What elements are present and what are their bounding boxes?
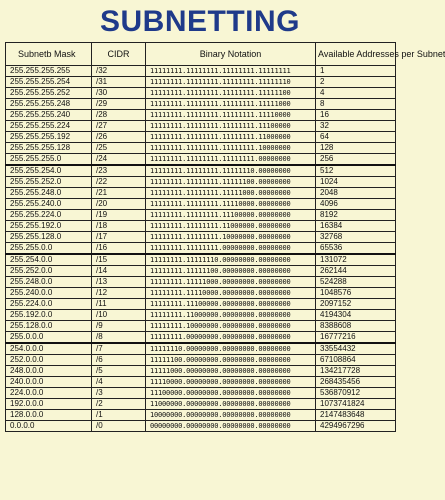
subnet-mask-cell: 255.240.0.0 [6,288,92,299]
binary-notation-cell: 11111111.11111110.00000000.00000000 [146,254,316,266]
table-row [6,277,396,288]
binary-notation-cell: 11111111.11000000.00000000.00000000 [146,310,316,321]
available-addresses-cell: 32768 [316,232,396,243]
subnet-mask-cell: 252.0.0.0 [6,355,92,366]
cidr-cell: /32 [92,66,146,77]
cidr-cell: /31 [92,77,146,88]
binary-notation-cell: 11111110.00000000.00000000.00000000 [146,343,316,355]
binary-notation-cell: 11111111.00000000.00000000.00000000 [146,332,316,344]
table-row [6,266,396,277]
cidr-cell: /28 [92,110,146,121]
table-row [6,310,396,321]
table-row [6,321,396,332]
available-addresses-cell: 64 [316,132,396,143]
available-addresses-cell: 16384 [316,221,396,232]
subnet-mask-cell: 224.0.0.0 [6,388,92,399]
table-body [6,66,396,432]
binary-notation-cell: 11111111.11111111.11111111.11000000 [146,132,316,143]
table-row [6,332,396,344]
binary-notation-cell: 11000000.00000000.00000000.00000000 [146,399,316,410]
cidr-cell: /8 [92,332,146,344]
available-addresses-cell: 134217728 [316,366,396,377]
binary-notation-cell: 11111111.11111111.11111111.00000000 [146,154,316,166]
available-addresses-cell: 1 [316,66,396,77]
table-row [6,154,396,166]
subnet-table [5,42,445,432]
table-row [6,188,396,199]
subnet-mask-cell: 248.0.0.0 [6,366,92,377]
cidr-cell: /14 [92,266,146,277]
binary-notation-cell: 00000000.00000000.00000000.00000000 [146,421,316,432]
table-row [6,299,396,310]
available-addresses-cell: 256 [316,154,396,166]
available-addresses-cell: 33554432 [316,343,396,355]
binary-notation-cell: 11111111.11111111.10000000.00000000 [146,232,316,243]
cidr-cell: /26 [92,132,146,143]
available-addresses-cell: 16777216 [316,332,396,344]
cidr-cell: /12 [92,288,146,299]
cidr-cell: /20 [92,199,146,210]
binary-notation-cell: 11100000.00000000.00000000.00000000 [146,388,316,399]
table-row [6,165,396,177]
cidr-cell: /10 [92,310,146,321]
available-addresses-cell: 16 [316,110,396,121]
subnet-mask-cell: 255.255.240.0 [6,199,92,210]
header-cidr: CIDR [92,43,146,66]
available-addresses-cell: 8388608 [316,321,396,332]
table-row [6,366,396,377]
table-row [6,66,396,77]
cidr-cell: /11 [92,299,146,310]
binary-notation-cell: 11111111.11111111.11111111.11110000 [146,110,316,121]
table-row [6,110,396,121]
available-addresses-cell: 32 [316,121,396,132]
available-addresses-cell: 4096 [316,199,396,210]
binary-notation-cell: 11111111.11100000.00000000.00000000 [146,299,316,310]
available-addresses-cell: 131072 [316,254,396,266]
available-addresses-cell: 268435456 [316,377,396,388]
available-addresses-cell: 8192 [316,210,396,221]
binary-notation-cell: 11111111.11111111.11000000.00000000 [146,221,316,232]
available-addresses-cell: 65536 [316,243,396,255]
table-row [6,254,396,266]
binary-notation-cell: 11111111.11111111.11110000.00000000 [146,199,316,210]
subnet-mask-cell: 255.0.0.0 [6,332,92,344]
table-row [6,143,396,154]
table-row [6,243,396,255]
subnet-mask-cell: 255.254.0.0 [6,254,92,266]
available-addresses-cell: 262144 [316,266,396,277]
cidr-cell: /25 [92,143,146,154]
binary-notation-cell: 11111111.11111111.11100000.00000000 [146,210,316,221]
subnet-mask-cell: 255.192.0.0 [6,310,92,321]
subnet-mask-cell: 128.0.0.0 [6,410,92,421]
table-row [6,377,396,388]
cidr-cell: /22 [92,177,146,188]
available-addresses-cell: 2097152 [316,299,396,310]
binary-notation-cell: 11110000.00000000.00000000.00000000 [146,377,316,388]
cidr-cell: /27 [92,121,146,132]
cidr-cell: /18 [92,221,146,232]
available-addresses-cell: 4294967296 [316,421,396,432]
cidr-cell: /29 [92,99,146,110]
subnet-mask-cell: 255.255.192.0 [6,221,92,232]
binary-notation-cell: 11111100.00000000.00000000.00000000 [146,355,316,366]
subnet-mask-cell: 255.255.254.0 [6,165,92,177]
subnet-mask-cell: 255.255.224.0 [6,210,92,221]
cidr-cell: /1 [92,410,146,421]
available-addresses-cell: 4 [316,88,396,99]
cidr-cell: /30 [92,88,146,99]
subnet-mask-cell: 255.255.255.0 [6,154,92,166]
subnet-mask-cell: 255.255.252.0 [6,177,92,188]
binary-notation-cell: 11111111.11111111.11111111.11111110 [146,77,316,88]
cidr-cell: /15 [92,254,146,266]
binary-notation-cell: 11111111.11111111.11111110.00000000 [146,165,316,177]
cidr-cell: /7 [92,343,146,355]
cidr-cell: /23 [92,165,146,177]
binary-notation-cell: 11111111.11111000.00000000.00000000 [146,277,316,288]
cidr-cell: /21 [92,188,146,199]
table-row [6,410,396,421]
available-addresses-cell: 1048576 [316,288,396,299]
available-addresses-cell: 2147483648 [316,410,396,421]
available-addresses-cell: 524288 [316,277,396,288]
cidr-cell: /9 [92,321,146,332]
table-row [6,421,396,432]
table-row [6,99,396,110]
page-title: SUBNETTING [100,5,300,38]
cidr-cell: /2 [92,399,146,410]
subnet-mask-cell: 0.0.0.0 [6,421,92,432]
table-row [6,177,396,188]
binary-notation-cell: 11111111.10000000.00000000.00000000 [146,321,316,332]
subnet-mask-cell: 255.255.255.192 [6,132,92,143]
table-row [6,88,396,99]
cidr-cell: /0 [92,421,146,432]
table-row [6,121,396,132]
available-addresses-cell: 2 [316,77,396,88]
header-subnet-mask: Subnetb Mask [6,43,92,66]
table-row [6,132,396,143]
table-row [6,355,396,366]
table-row [6,288,396,299]
header-available-addresses: Available Addresses per Subnet [316,43,396,66]
available-addresses-cell: 536870912 [316,388,396,399]
subnet-mask-cell: 255.255.255.254 [6,77,92,88]
binary-notation-cell: 11111111.11111111.11111111.11111111 [146,66,316,77]
available-addresses-cell: 128 [316,143,396,154]
subnet-mask-cell: 255.248.0.0 [6,277,92,288]
subnet-mask-cell: 255.255.248.0 [6,188,92,199]
cidr-cell: /3 [92,388,146,399]
subnet-mask-cell: 255.255.255.224 [6,121,92,132]
binary-notation-cell: 11111111.11111111.11111100.00000000 [146,177,316,188]
subnet-mask-cell: 240.0.0.0 [6,377,92,388]
binary-notation-cell: 11111111.11111100.00000000.00000000 [146,266,316,277]
table-row [6,77,396,88]
available-addresses-cell: 4194304 [316,310,396,321]
available-addresses-cell: 1073741824 [316,399,396,410]
available-addresses-cell: 8 [316,99,396,110]
subnet-mask-cell: 255.255.255.248 [6,99,92,110]
subnet-mask-cell: 255.255.255.255 [6,66,92,77]
binary-notation-cell: 11111111.11111111.11111111.11100000 [146,121,316,132]
binary-notation-cell: 11111000.00000000.00000000.00000000 [146,366,316,377]
available-addresses-cell: 67108864 [316,355,396,366]
binary-notation-cell: 11111111.11111111.11111111.10000000 [146,143,316,154]
table-row [6,388,396,399]
table-row [6,199,396,210]
cidr-cell: /16 [92,243,146,255]
header-binary-notation: Binary Notation [146,43,316,66]
subnet-mask-cell: 255.255.255.240 [6,110,92,121]
cidr-cell: /13 [92,277,146,288]
binary-notation-cell: 11111111.11111111.00000000.00000000 [146,243,316,255]
table-row [6,221,396,232]
available-addresses-cell: 1024 [316,177,396,188]
binary-notation-cell: 11111111.11110000.00000000.00000000 [146,288,316,299]
cidr-cell: /19 [92,210,146,221]
subnet-mask-cell: 255.224.0.0 [6,299,92,310]
table-row [6,232,396,243]
table-row [6,343,396,355]
table-row [6,399,396,410]
subnet-mask-cell: 255.255.128.0 [6,232,92,243]
subnet-mask-cell: 255.252.0.0 [6,266,92,277]
available-addresses-cell: 512 [316,165,396,177]
table-row [6,210,396,221]
binary-notation-cell: 10000000.00000000.00000000.00000000 [146,410,316,421]
cidr-cell: /5 [92,366,146,377]
available-addresses-cell: 2048 [316,188,396,199]
cidr-cell: /6 [92,355,146,366]
binary-notation-cell: 11111111.11111111.11111111.11111000 [146,99,316,110]
binary-notation-cell: 11111111.11111111.11111111.11111100 [146,88,316,99]
subnet-mask-cell: 255.128.0.0 [6,321,92,332]
cidr-cell: /24 [92,154,146,166]
table-header-row [6,43,396,66]
cidr-cell: /17 [92,232,146,243]
subnet-mask-cell: 255.255.255.252 [6,88,92,99]
subnet-mask-cell: 192.0.0.0 [6,399,92,410]
binary-notation-cell: 11111111.11111111.11111000.00000000 [146,188,316,199]
cidr-cell: /4 [92,377,146,388]
subnet-mask-cell: 255.255.0.0 [6,243,92,255]
subnet-mask-cell: 254.0.0.0 [6,343,92,355]
subnet-mask-cell: 255.255.255.128 [6,143,92,154]
